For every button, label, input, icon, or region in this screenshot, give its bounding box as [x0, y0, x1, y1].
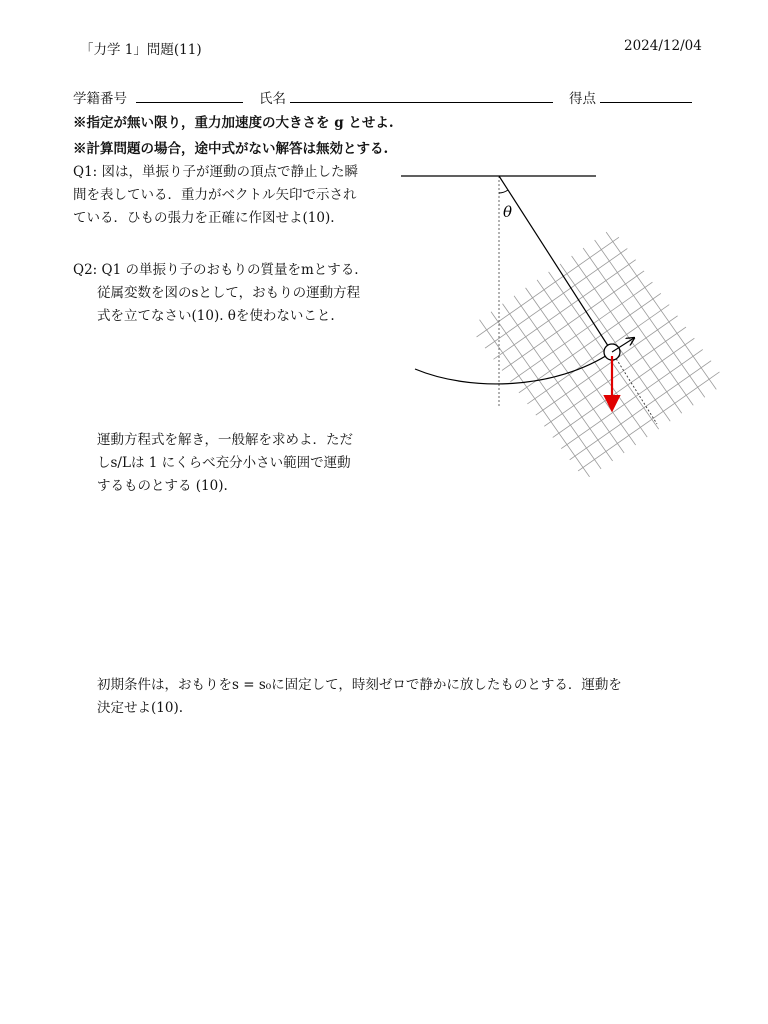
- grid-line: [424, 289, 608, 551]
- grid-line: [389, 313, 573, 575]
- grid-line: [421, 175, 683, 359]
- grid-line: [561, 192, 745, 454]
- q2-line: Q2: Q1 の単振り子のおもりの質量をmとする.: [73, 262, 359, 278]
- grid-line: [458, 265, 642, 527]
- grid-line: [469, 256, 653, 518]
- q2-line: 従属変数を図のsとして，おもりの運動方程: [97, 285, 361, 301]
- q3-line: しs/Lは 1 にくらべ充分小さい範囲で運動: [97, 455, 351, 471]
- grid-line: [619, 152, 768, 414]
- grid-line: [453, 221, 715, 405]
- note-calculation: ※計算問題の場合，途中式がない解答は無効とする.: [73, 141, 389, 157]
- grid-line: [413, 164, 675, 348]
- q4-line: 決定せよ(10).: [97, 700, 184, 716]
- q3-line: 運動方程式を解き，一般解を求めよ．ただ: [97, 432, 353, 448]
- grid-line: [447, 273, 631, 535]
- pendulum-string: [499, 176, 612, 352]
- grid-line: [469, 244, 731, 428]
- grid: [389, 129, 768, 575]
- grid-line: [550, 200, 734, 462]
- theta-label: θ: [503, 203, 513, 221]
- q4-line: 初期条件は，おもりをs = s₀に固定して，時刻ゼロで静かに放したものとする．運動を: [97, 677, 622, 693]
- q2-line: 式を立てなさい(10). θを使わないこと.: [97, 308, 335, 324]
- grid-line: [437, 198, 699, 382]
- grid-line: [401, 305, 585, 567]
- grid-line: [445, 209, 707, 393]
- student-id-label: 学籍番号: [73, 91, 127, 107]
- grid-line: [492, 240, 676, 502]
- exam-title: 「力学 1」問題(11): [80, 42, 202, 58]
- q1-line: Q1: 図は，単振り子が運動の頂点で静止した瞬: [73, 164, 358, 180]
- q3-line: するものとする (10).: [97, 478, 228, 494]
- grid-line: [534, 336, 768, 520]
- grid-line: [405, 152, 667, 336]
- grid-line: [573, 184, 757, 446]
- grid-line: [461, 232, 723, 416]
- grid-line: [494, 278, 756, 462]
- grid-line: [538, 208, 722, 470]
- grid-line: [481, 248, 665, 510]
- q1-line: ている．ひもの張力を正確に作図せよ(10).: [73, 210, 335, 226]
- grid-line: [558, 370, 768, 554]
- grid-line: [526, 324, 768, 508]
- grid-line: [389, 129, 651, 313]
- grid-line: [596, 168, 768, 430]
- note-gravity: ※指定が無い限り，重力加速度の大きさを g とせよ.: [73, 115, 394, 131]
- q1-line: 間を表している．重力がベクトル矢印で示され: [73, 187, 357, 203]
- grid-line: [429, 187, 691, 371]
- angle-arc: [499, 190, 508, 193]
- grid-line: [504, 232, 688, 494]
- grid-line: [502, 290, 764, 474]
- exam-date: 2024/12/04: [624, 38, 702, 54]
- grid-line: [630, 144, 768, 406]
- grid-line: [412, 297, 596, 559]
- score-label: 得点: [569, 91, 596, 107]
- grid-line: [397, 141, 659, 325]
- name-label: 氏名: [259, 91, 286, 107]
